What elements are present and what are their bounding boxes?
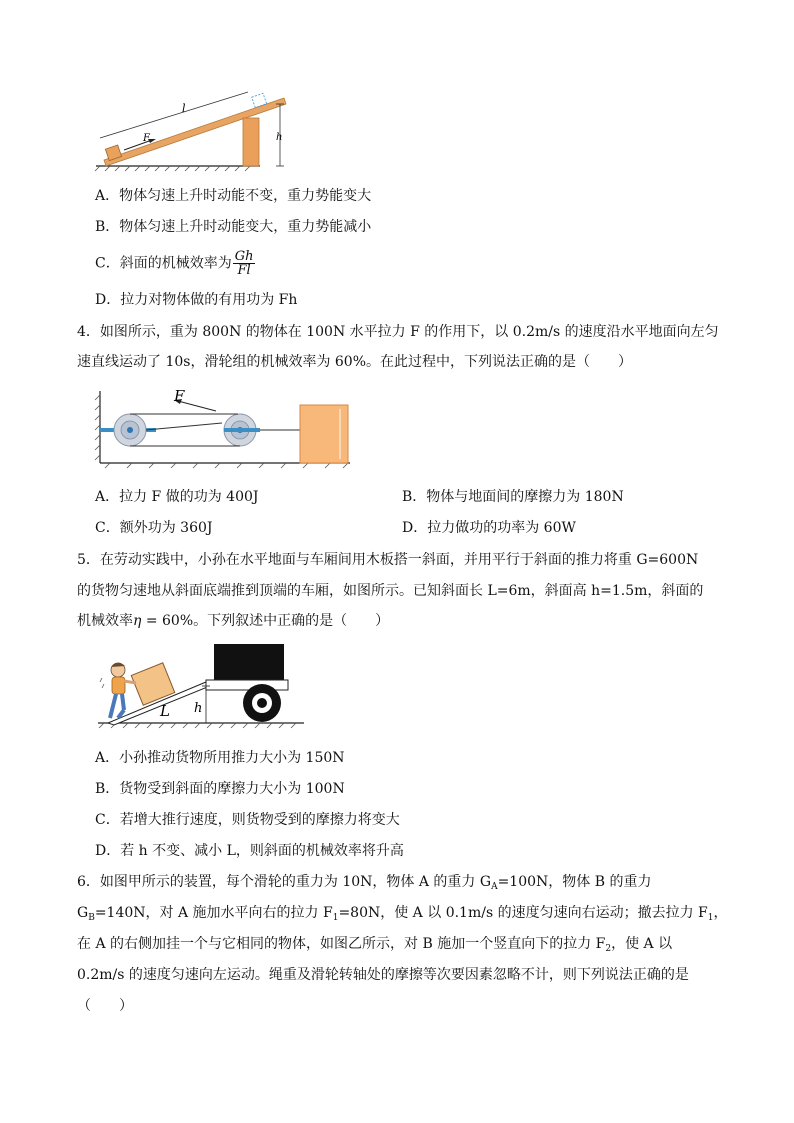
q6-stem-line-5: （ ） xyxy=(77,998,133,1014)
q4-option-b: B．物体与地面间的摩擦力为 180N xyxy=(402,489,624,505)
eta-symbol: η xyxy=(133,613,142,629)
q6-line2-b: =140N，对 A 施加水平向右的拉力 F xyxy=(94,905,333,921)
q4-option-c: C．额外功为 360J xyxy=(95,520,213,536)
fraction-denominator: Fl xyxy=(237,263,251,278)
q6-line2-c: =80N，使 A 以 0.1m/s 的速度匀速向右运动；撤去拉力 F xyxy=(338,905,708,921)
q4-option-a: A．拉力 F 做的功为 400J xyxy=(95,489,259,505)
block-object xyxy=(300,405,348,463)
force-label: F xyxy=(143,133,150,144)
q6-stem-line-3 xyxy=(77,934,672,959)
q6-line3-sub: 2 xyxy=(605,944,612,954)
q4-stem-line-2: 速直线运动了 10s，滑轮组的机械效率为 60%。在此过程中，下列说法正确的是（ ） xyxy=(77,354,633,370)
q5-stem-line-2: 的货物匀速地从斜面底端推到顶端的车厢，如图所示。已知斜面长 L=6m，斜面高 h=1.5m，斜面的 xyxy=(77,583,704,599)
height-label: h xyxy=(276,132,283,143)
q5-stem-line-3-prefix: 机械效率 xyxy=(77,613,133,629)
ramp-height-label: h xyxy=(194,701,203,716)
truck-ramp-figure xyxy=(94,640,314,730)
q6-line3-b: ，使 A 以 xyxy=(611,936,673,952)
efficiency-fraction xyxy=(233,250,256,277)
q3-option-a: A．物体匀速上升时动能不变，重力势能变大 xyxy=(95,188,372,204)
q5-option-d: D．若 h 不变、减小 L，则斜面的机械效率将升高 xyxy=(95,843,404,859)
q5-stem-line-3-suffix: = 60%。下列叙述中正确的是（ ） xyxy=(141,613,390,629)
q4-option-d: D．拉力做功的功率为 60W xyxy=(402,520,576,536)
q6-line2-sub2: 1 xyxy=(332,913,339,923)
truck-cargo xyxy=(214,644,284,680)
q6-line2-d: ， xyxy=(713,905,728,921)
q6-stem-line-4: 0.2m/s 的速度匀速向左运动。绳重及滑轮转轴处的摩擦等次要因素忽略不计，则下列说法正确的是 xyxy=(77,967,689,983)
q3-option-c-text: C．斜面的机械效率为 xyxy=(95,255,232,272)
q5-option-b: B．货物受到斜面的摩擦力大小为 100N xyxy=(95,781,345,797)
ground-hatch-5 xyxy=(99,723,296,728)
wall-hatch xyxy=(95,395,100,460)
q5-stem-line-3 xyxy=(77,611,389,631)
q4-stem-line-1: 4．如图所示，重为 800N 的物体在 100N 水平拉力 F 的作用下，以 0.2m/s 的速度沿水平地面向左匀 xyxy=(77,324,719,340)
q6-line1-a: 6．如图甲所示的装置，每个滑轮的重力为 10N，物体 A 的重力 G xyxy=(77,874,492,890)
ground-hatch xyxy=(95,166,250,171)
fixed-pulley xyxy=(114,414,146,446)
q6-line3-a: 在 A 的右侧加挂一个与它相同的物体，如图乙所示，对 B 施加一个竖直向下的拉力 F xyxy=(77,936,606,952)
incline-figure xyxy=(90,90,300,172)
pulley-figure xyxy=(92,387,356,469)
q6-stem-line-2 xyxy=(77,903,727,928)
q6-line2-sub3: 1 xyxy=(707,913,714,923)
support-block xyxy=(243,118,259,166)
q3-option-c xyxy=(95,250,255,277)
q6-line1-b: =100N，物体 B 的重力 xyxy=(497,874,652,890)
q6-line2-sub: B xyxy=(88,913,95,923)
q3-option-b: B．物体匀速上升时动能变大，重力势能减小 xyxy=(95,219,372,235)
q6-line2-a: G xyxy=(77,905,89,921)
q6-line1-sub: A xyxy=(491,882,498,892)
q5-stem-line-1: 5．在劳动实践中，小孙在水平地面与车厢间用木板搭一斜面，并用平行于斜面的推力将重 G=600N xyxy=(77,552,699,568)
length-label: l xyxy=(182,102,186,115)
ramp-length-label: L xyxy=(160,702,170,720)
truck-bed xyxy=(206,680,288,690)
q6-stem-line-1 xyxy=(77,872,651,897)
q5-option-c: C．若增大推行速度，则货物受到的摩擦力将变大 xyxy=(95,812,400,828)
pull-force-label: F xyxy=(174,387,185,405)
q3-option-d: D．拉力对物体做的有用功为 Fh xyxy=(95,292,298,308)
floor-hatch xyxy=(105,463,348,468)
worker-figure xyxy=(100,663,136,718)
fraction-numerator: Gh xyxy=(234,249,254,264)
truck-wheel xyxy=(243,684,281,722)
q5-option-a: A．小孙推动货物所用推力大小为 150N xyxy=(95,750,345,766)
